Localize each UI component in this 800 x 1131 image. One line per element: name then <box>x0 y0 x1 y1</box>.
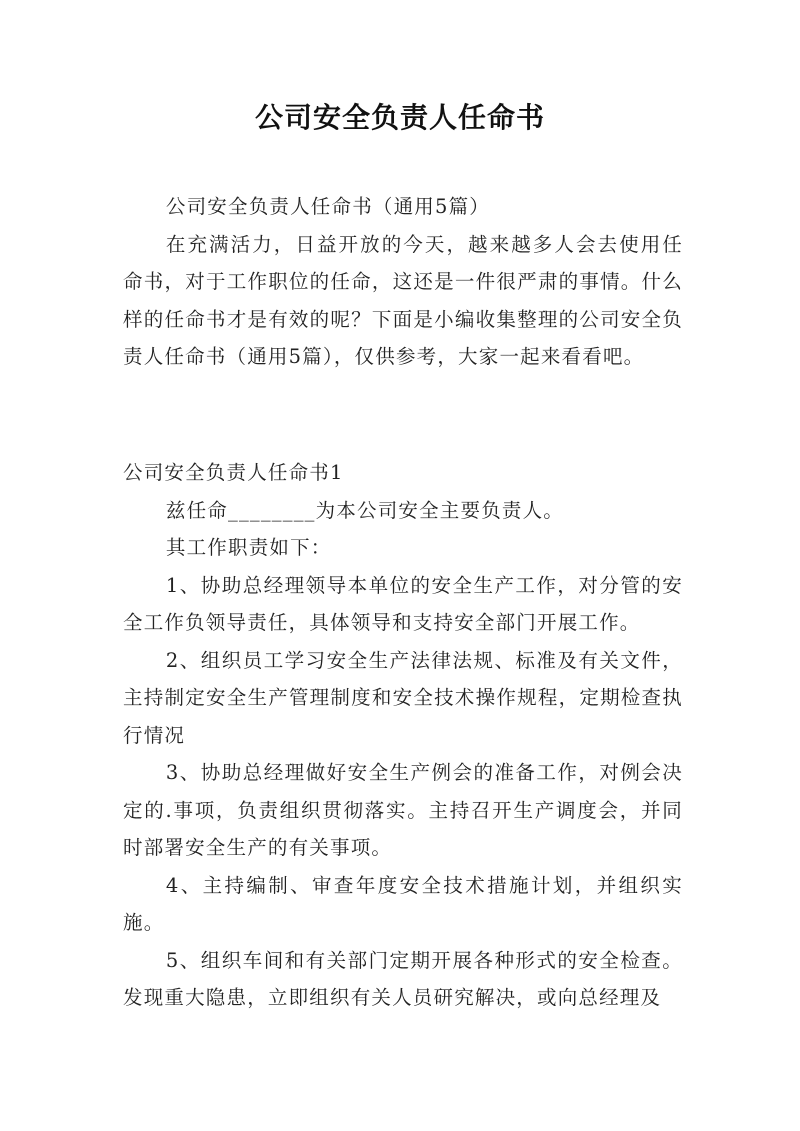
appointment-line: 兹任命________为本公司安全主要负责人。 <box>165 498 564 522</box>
duties-intro: 其工作职责如下： <box>165 536 332 559</box>
document-title: 公司安全负责人任命书 <box>254 101 545 134</box>
section-heading: 公司安全负责人任命书1 <box>123 461 344 484</box>
intro-subtitle: 公司安全负责人任命书（通用5篇） <box>165 195 490 218</box>
intro-paragraph: 在充满活力，日益开放的今天，越来越多人会去使用任命书，对于工作职位的任命，这还是一件很严肃的事情。什么样的任命书才是有效的呢？下面是小编收集整理的公司安全负责人任命书（通用5篇），仅供参考，大家一起来看看吧。 <box>123 232 683 368</box>
intro-block <box>123 188 683 376</box>
duty-item: 3、协助总经理做好安全生产例会的准备工作，对例会决定的.事项，负责组织贯彻落实。主持召开生产调度会，并同时部署安全生产的有关事项。 <box>123 761 683 859</box>
section-1 <box>123 454 683 1017</box>
duty-item: 4、主持编制、审查年度安全技术措施计划，并组织实施。 <box>123 873 683 934</box>
duty-item: 5、组织车间和有关部门定期开展各种形式的安全检查。发现重大隐患，立即组织有关人员研究解决，或向总经理及 <box>123 948 683 1009</box>
duty-item: 2、组织员工学习安全生产法律法规、标准及有关文件，主持制定安全生产管理制度和安全技术操作规程，定期检查执行情况 <box>123 648 683 747</box>
duty-item: 1、协助总经理领导本单位的安全生产工作，对分管的安全工作负领导责任，具体领导和支持安全部门开展工作。 <box>123 573 683 634</box>
